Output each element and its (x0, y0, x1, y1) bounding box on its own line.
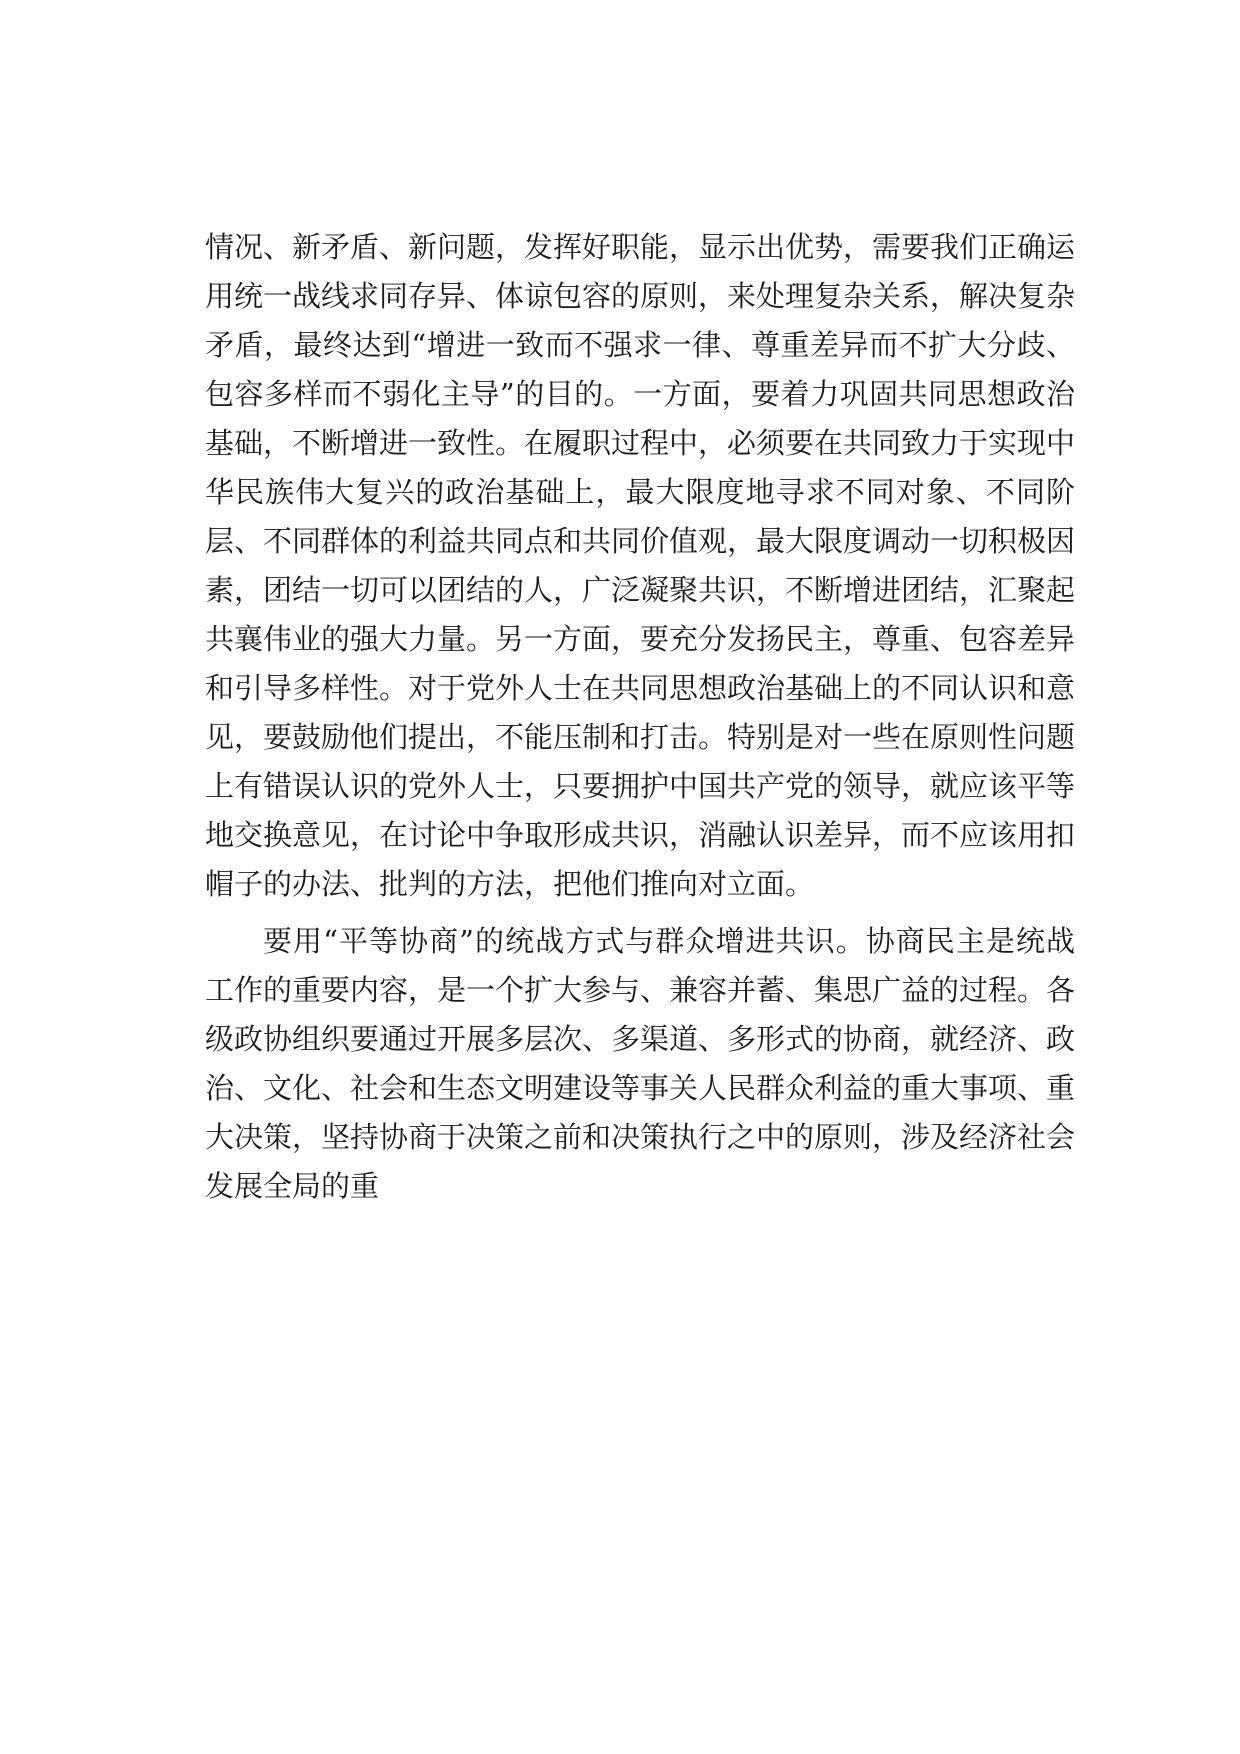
paragraph-2: 要用“平等协商”的统战方式与群众增进共识。协商民主是统战工作的重要内容，是一个扩大参与、兼容并蓄、集思广益的过程。各级政协组织要通过开展多层次、多渠道、多形式的协商，就经济、政治、文化、社会和生态文明建设等事关人民群众利益的重大事项、重大决策，坚持协商于决策之前和决策执行之中的原则，涉及经济社会发展全局的重 (205, 924, 1076, 1203)
body-text (205, 223, 1075, 1211)
paragraph-1: 情况、新矛盾、新问题，发挥好职能，显示出优势，需要我们正确运用统一战线求同存异、体谅包容的原则，来处理复杂关系，解决复杂矛盾，最终达到“增进一致而不强求一律、尊重差异而不扩大分歧、包容多样而不弱化主导”的目的。一方面，要着力巩固共同思想政治基础，不断增进一致性。在履职过程中，必须要在共同致力于实现中华民族伟大复兴的政治基础上，最大限度地寻求不同对象、不同阶层、不同群体的利益共同点和共同价值观，最大限度调动一切积极因素，团结一切可以团结的人，广泛凝聚共识，不断增进团结，汇聚起共襄伟业的强大力量。另一方面，要充分发扬民主，尊重、包容差异和引导多样性。对于党外人士在共同思想政治基础上的不同认识和意见，要鼓励他们提出，不能压制和打击。特别是对一些在原则性问题上有错误认识的党外人士，只要拥护中国共产党的领导，就应该平等地交换意见，在讨论中争取形成共识，消融认识差异，而不应该用扣帽子的办法、批判的方法，把他们推向对立面。 (205, 230, 1076, 901)
